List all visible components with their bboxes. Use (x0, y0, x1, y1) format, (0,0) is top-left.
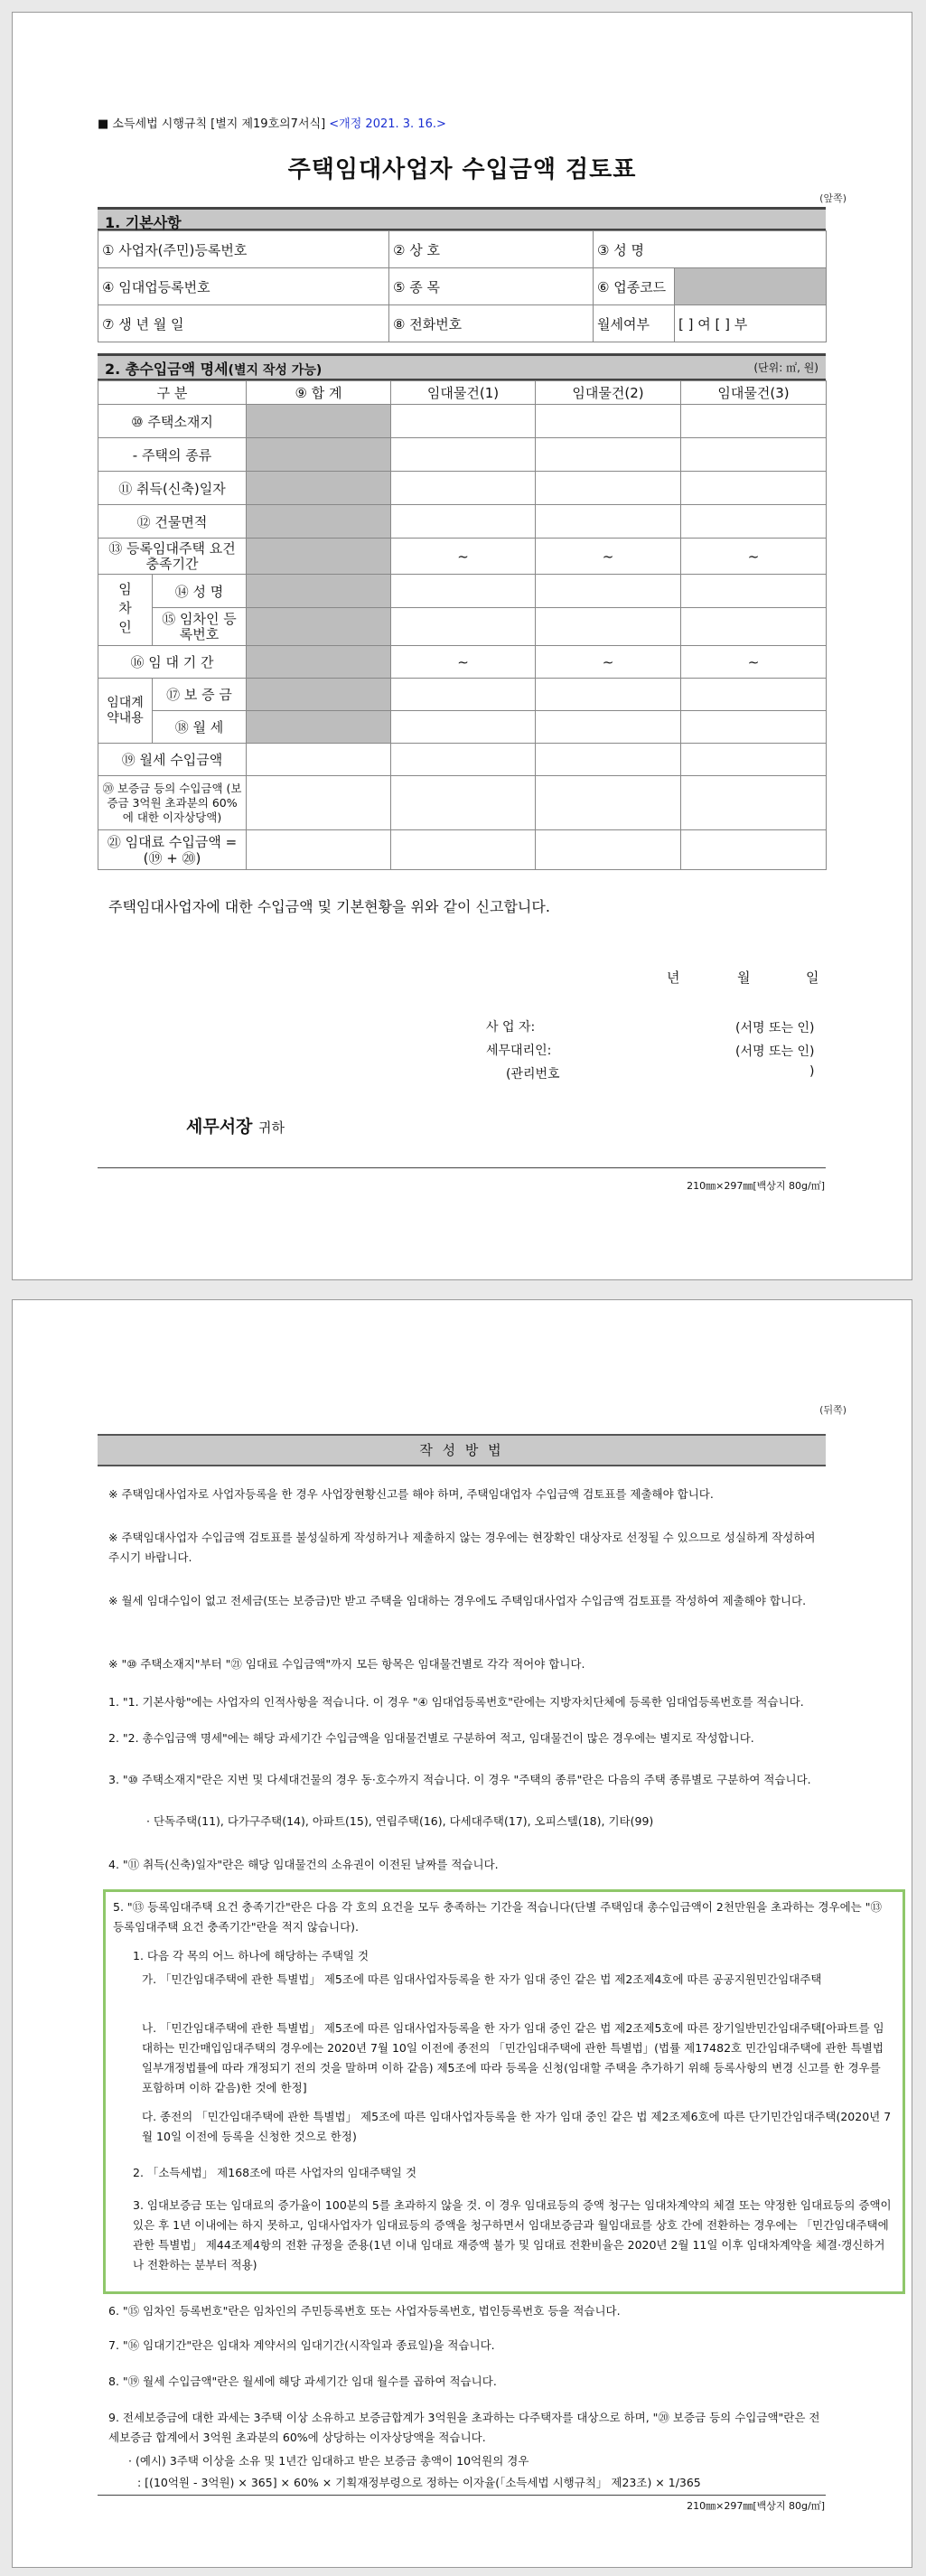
col-total: ⑨ 합 계 (247, 381, 391, 405)
total-cell (247, 575, 391, 608)
item-5-3: 3. 임대보증금 또는 임대료의 증가율이 100분의 5를 초과하지 않을 것. 이 경우 임대료등의 증액 청구는 임대차계약의 체결 또는 약정한 임대료등의 증액이 있은 후 1년 이내에는 하지 못하고, 임대사업자가 임대료등의 증액을 청구하면서 임대보증금과 월임대료를 상호 간에 전환하는 경우에는 「민간임대주택에 관한 특별법」 제44조제4항의 전환 규정을 준용(1년 이내 임대료 재증액 불가 및 임대료 전환비율은 2020년 2월 11일 이후 임대차계약을 체결·갱신하거나 전환하는 분부터 적용) (133, 2198, 892, 2272)
agent-signer-label: 세무대리인: (486, 1044, 552, 1058)
total-cell (247, 711, 391, 744)
income-table (98, 380, 827, 870)
industry-code-cell (675, 268, 827, 305)
tilde: ~ (536, 539, 681, 575)
rental-reg-no-label: ④ 임대업등록번호 (98, 268, 389, 305)
cell[interactable] (536, 505, 681, 539)
total-cell (247, 679, 391, 711)
industry-code-label: ⑥ 업종코드 (594, 268, 675, 305)
cell[interactable] (391, 472, 536, 505)
instructions-heading: 작 성 방 법 (98, 1434, 826, 1466)
cell[interactable] (536, 830, 681, 870)
note-3: ※ 월세 임대수입이 없고 전세금(또는 보증금)만 받고 주택을 임대하는 경우에도 주택임대사업자 수입금액 검토표를 작성하여 제출해야 합니다. (108, 1594, 807, 1607)
cell[interactable] (391, 505, 536, 539)
footer-rule (98, 1167, 826, 1168)
cell[interactable] (681, 505, 827, 539)
row-deposit: ⑰ 보 증 금 (153, 679, 247, 711)
declaration-text: 주택임대사업자에 대한 수입금액 및 기본현황을 위와 같이 신고합니다. (108, 898, 550, 915)
row-lease-period: ⑯ 임 대 기 간 (98, 646, 247, 679)
total-cell (247, 405, 391, 438)
item-9: 9. 전세보증금에 대한 과세는 3주택 이상 소유하고 보증금합계가 3억원을 초과하는 다주택자를 대상으로 하며, "⑳ 보증금 등의 수입금액"란은 전세보증금 합계에서 3억원 초과분의 60%에 상당하는 이자상당액을 적습니다. (108, 2411, 820, 2444)
tilde: ~ (391, 539, 536, 575)
cell[interactable] (681, 711, 827, 744)
col-property-3: 임대물건(3) (681, 381, 827, 405)
front-mark: (앞쪽) (819, 192, 846, 204)
back-mark: (뒤쪽) (819, 1404, 846, 1416)
cell[interactable] (391, 405, 536, 438)
note-2: ※ 주택임대사업자 수입금액 검토표를 불성실하게 작성하거나 제출하지 않는 경우에는 현장확인 대상자로 선정될 수 있으므로 성실하게 작성하여 주시기 바랍니다. (108, 1531, 816, 1564)
cell[interactable] (391, 744, 536, 776)
tenant-group-label: 임차인 (98, 575, 153, 646)
form-page-back (12, 1299, 912, 2568)
cell[interactable] (681, 472, 827, 505)
cell[interactable] (391, 776, 536, 830)
item-3-sub: · 단독주택(11), 다가구주택(14), 아파트(15), 연립주택(16), 다세대주택(17), 오피스텔(18), 기타(99) (146, 1814, 654, 1828)
section2-title: 2. 총수입금액 명세 (105, 361, 229, 378)
contract-group-label: 임대계약내용 (98, 679, 153, 744)
tax-office-addressee (186, 1113, 285, 1138)
business-type-label: ⑤ 종 목 (389, 268, 594, 305)
total-cell (247, 608, 391, 646)
paper-spec: 210㎜×297㎜[백상지 80g/㎡] (687, 2500, 825, 2512)
note-1: ※ 주택임대사업자로 사업자등록을 한 경우 사업장현황신고를 해야 하며, 주택임대업자 수입금액 검토표를 제출해야 합니다. (108, 1487, 714, 1501)
item-7: 7. "⑯ 임대기간"란은 임대차 계약서의 임대기간(시작일과 종료일)을 적습니다. (108, 2338, 495, 2352)
cell[interactable] (391, 830, 536, 870)
cell[interactable] (681, 679, 827, 711)
col-property-1: 임대물건(1) (391, 381, 536, 405)
row-tenant-name: ⑭ 성 명 (153, 575, 247, 608)
item-5: 5. "⑬ 등록임대주택 요건 충족기간"란은 다음 각 호의 요건을 모두 충족하는 기간을 적습니다(단별 주택임대 총수입금액이 2천만원을 초과하는 경우에는 "⑬ 등록임대주택 요건 충족기간"란을 적지 않습니다). (113, 1900, 882, 1934)
paper-spec: 210㎜×297㎜[백상지 80g/㎡] (687, 1180, 825, 1192)
form-title: 주택임대사업자 수입금액 검토표 (287, 156, 637, 183)
cell[interactable] (391, 679, 536, 711)
tax-office: 세무서장 (186, 1117, 253, 1137)
item-5-2: 2. 「소득세법」 제168조에 따른 사업자의 임대주택일 것 (133, 2166, 417, 2179)
item-5-1-na: 나. 「민간임대주택에 관한 특별법」 제5조에 따른 임대사업자등록을 한 자가 임대 중인 같은 법 제2조제5호에 따른 장기일반민간임대주택[아파트를 임대하는 민간매입임대주택의 경우에는 2020년 7월 10일 이전에 종전의 「민간임대주택에 관한 특별법」(법률 제17482호 민간임대주택에 관한 특별법 일부개정법률에 따라 개정되기 전의 것을 말하며 이하 같음) 제5조에 따라 등록을 신청(임대할 주택을 추가하기 위해 등록사항의 변경 신고를 한 경우를 포함하며 이하 같음)한 것에 한정] (142, 2021, 884, 2094)
col-property-2: 임대물건(2) (536, 381, 681, 405)
section1-title: 1. 기본사항 (105, 214, 182, 231)
total-cell (247, 438, 391, 472)
tilde: ∼ (681, 646, 827, 679)
row-total-income: ㉑ 임대료 수입금액 =(⑲ + ⑳) (98, 830, 247, 870)
mgmt-no-close: ) (809, 1064, 815, 1079)
cell[interactable] (247, 830, 391, 870)
total-cell (247, 646, 391, 679)
item-8: 8. "⑲ 월세 수입금액"란은 월세에 해당 과세기간 임대 월수를 곱하여 적습니다. (108, 2375, 497, 2388)
item-5-1-ga: 가. 「민간임대주택에 관한 특별법」 제5조에 따른 임대사업자등록을 한 자가 임대 중인 같은 법 제2조제4호에 따른 공공지원민간임대주택 (142, 1972, 822, 1986)
section2-note: (별지 작성 가능) (228, 363, 323, 378)
cell[interactable] (536, 608, 681, 646)
cell[interactable] (536, 438, 681, 472)
date-month: 월 (737, 970, 751, 986)
highlight-box (103, 1889, 905, 2294)
date-year: 년 (667, 970, 680, 986)
cell[interactable] (391, 438, 536, 472)
tilde: ~ (681, 539, 827, 575)
cell[interactable] (681, 744, 827, 776)
cell[interactable] (681, 438, 827, 472)
cell[interactable] (247, 744, 391, 776)
cell[interactable] (391, 608, 536, 646)
cell[interactable] (681, 608, 827, 646)
total-cell (247, 505, 391, 539)
cell[interactable] (391, 575, 536, 608)
footer-rule (98, 2495, 826, 2496)
cell[interactable] (247, 776, 391, 830)
law-ref-text: ■ 소득세법 시행규칙 [별지 제19호의7서식] (98, 117, 326, 131)
business-signer-label: 사 업 자: (486, 1020, 536, 1035)
cell[interactable] (536, 744, 681, 776)
cell[interactable] (681, 830, 827, 870)
item-4: 4. "⑪ 취득(신축)일자"란은 해당 임대물건의 소유권이 이전된 날짜를 적습니다. (108, 1858, 499, 1871)
cell[interactable] (391, 711, 536, 744)
law-reference (98, 114, 446, 131)
cell[interactable] (681, 405, 827, 438)
row-area: ⑫ 건물면적 (98, 505, 247, 539)
cell[interactable] (536, 711, 681, 744)
row-tenant-reg: ⑮ 임차인 등록번호 (153, 608, 247, 646)
item-9-calc: : [(10억원 - 3억원) × 365] × 60% × 기획재정부령으로 정하는 이자율(「소득세법 시행규칙」 제23조) × 1/365 (137, 2476, 701, 2489)
agent-sign-hint: (서명 또는 인) (735, 1044, 815, 1059)
section1-heading (98, 207, 826, 230)
tilde: ∼ (536, 646, 681, 679)
cell[interactable] (536, 405, 681, 438)
trade-name-label: ② 상 호 (389, 231, 594, 268)
item-1: 1. "1. 기본사항"에는 사업자의 인적사항을 적습니다. 이 경우 "④ 임대업등록번호"란에는 지방자치단체에 등록한 임대업등록번호를 적습니다. (108, 1695, 804, 1709)
row-reg-period: ⑬ 등록임대주택 요건 충족기간 (98, 539, 247, 575)
total-cell (247, 539, 391, 575)
basic-info-table (98, 230, 827, 342)
item-5-1-da: 다. 종전의 「민간임대주택에 관한 특별법」 제5조에 따른 임대사업자등록을 한 자가 임대 중인 같은 법 제2조제6호에 따른 단기민간임대주택(2020년 7월 10일 이전에 등록을 신청한 것으로 한정) (142, 2110, 892, 2143)
row-deemed-income: ⑳ 보증금 등의 수입금액 (보증금 3억원 초과분의 60%에 대한 이자상당액) (98, 776, 247, 830)
cell[interactable] (536, 472, 681, 505)
tilde: ∼ (391, 646, 536, 679)
monthly-rent-label: 월세여부 (594, 305, 675, 342)
cell[interactable] (536, 575, 681, 608)
note-4: ※ "⑩ 주택소재지"부터 "㉑ 임대료 수입금액"까지 모든 항목은 임대물건별로 각각 적어야 합니다. (108, 1657, 585, 1671)
total-cell (247, 472, 391, 505)
cell[interactable] (536, 679, 681, 711)
phone-label: ⑧ 전화번호 (389, 305, 594, 342)
biz-no-label: ① 사업자(주민)등록번호 (98, 231, 389, 268)
cell[interactable] (536, 776, 681, 830)
row-rent: ⑱ 월 세 (153, 711, 247, 744)
row-address: ⑩ 주택소재지 (98, 405, 247, 438)
revision-note: <개정 2021. 3. 16.> (329, 117, 446, 131)
cell[interactable] (681, 776, 827, 830)
item-6: 6. "⑮ 임차인 등록번호"란은 임차인의 주민등록번호 또는 사업자등록번호, 법인등록번호 등을 적습니다. (108, 2304, 621, 2318)
business-sign-hint: (서명 또는 인) (735, 1021, 815, 1035)
mgmt-no-label: (관리번호 (506, 1067, 560, 1082)
name-label: ③ 성 명 (594, 231, 827, 268)
date-day: 일 (806, 970, 819, 986)
addressee-suffix: 귀하 (258, 1119, 285, 1136)
row-acq-date: ⑪ 취득(신축)일자 (98, 472, 247, 505)
item-5-1: 1. 다음 각 목의 어느 하나에 해당하는 주택일 것 (133, 1949, 369, 1962)
row-house-type: - 주택의 종류 (98, 438, 247, 472)
monthly-rent-choice[interactable]: [ ] 여 [ ] 부 (675, 305, 827, 342)
item-9-example: · (예시) 3주택 이상을 소유 및 1년간 임대하고 받은 보증금 총액이 10억원의 경우 (128, 2454, 529, 2468)
item-2: 2. "2. 총수입금액 명세"에는 해당 과세기간 수입금액을 임대물건별로 구분하여 적고, 임대물건이 많은 경우에는 별지로 작성합니다. (108, 1731, 754, 1745)
col-category: 구 분 (98, 381, 247, 405)
unit-label: (단위: ㎡, 원) (753, 361, 818, 374)
section2-heading (98, 353, 826, 380)
cell[interactable] (681, 575, 827, 608)
row-rent-income: ⑲ 월세 수입금액 (98, 744, 247, 776)
item-3: 3. "⑩ 주택소재지"란은 지번 및 다세대건물의 경우 동·호수까지 적습니다. 이 경우 "주택의 종류"란은 다음의 주택 종류별로 구분하여 적습니다. (108, 1773, 811, 1786)
form-page-front (12, 12, 912, 1280)
birth-label: ⑦ 생 년 월 일 (98, 305, 389, 342)
